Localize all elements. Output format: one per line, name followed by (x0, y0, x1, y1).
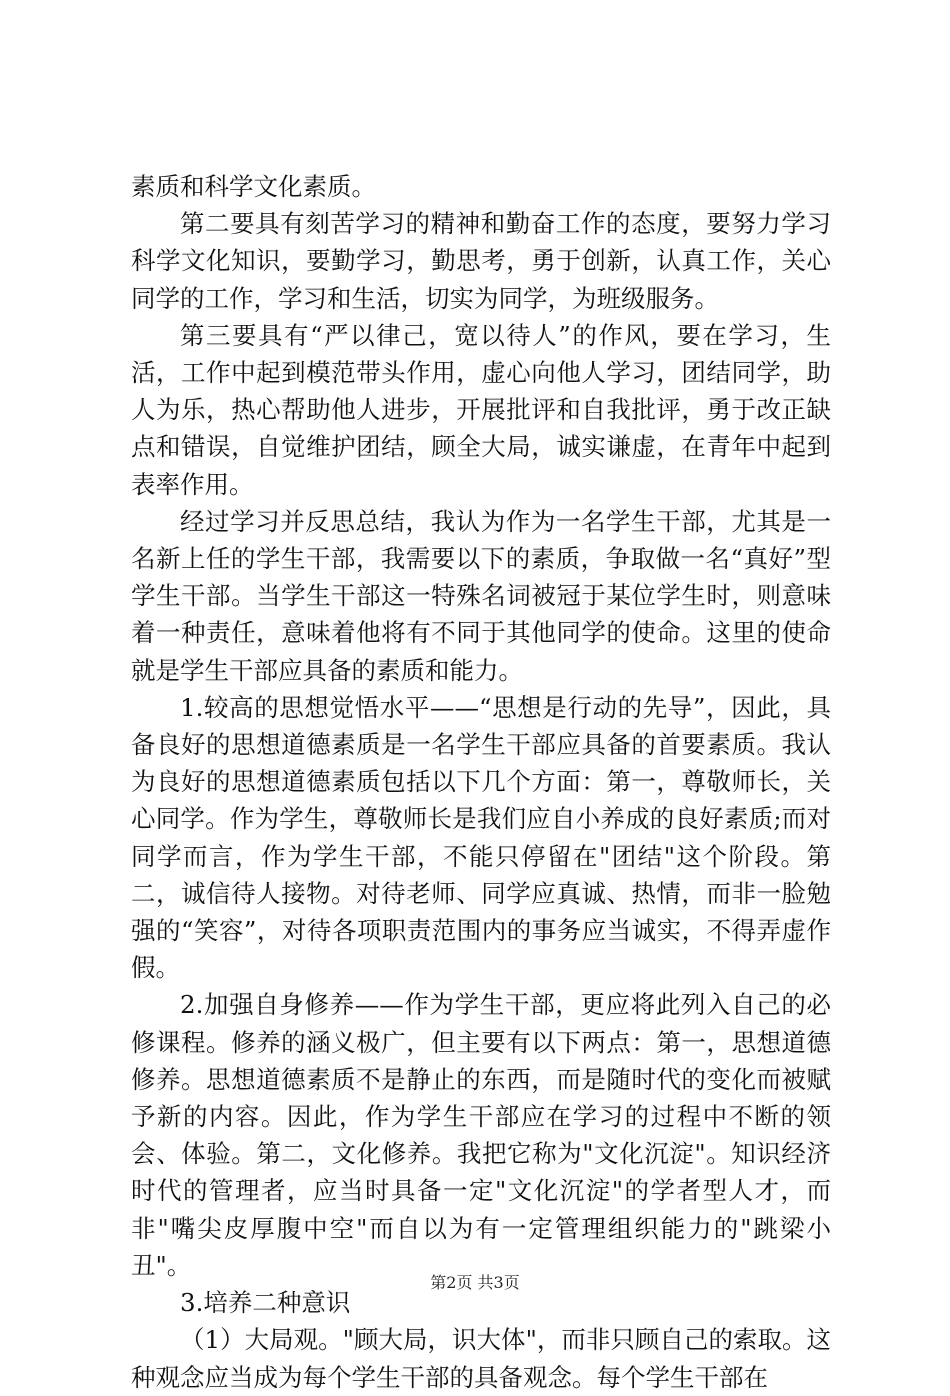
paragraph-4: 经过学习并反思总结，我认为作为一名学生干部，尤其是一名新上任的学生干部，我需要以下的素质，争取做一名“真好”型学生干部。当学生干部这一特殊名词被冠于某位学生时，则意味着一种责任，意味着他将有不同于其他同学的使命。这里的使命就是学生干部应具备的素质和能力。 (131, 506, 831, 685)
paragraph-6: 2.加强自身修养——作为学生干部，更应将此列入自己的必修课程。修养的涵义极广，但主要有以下两点：第一，思想道德修养。思想道德素质不是静止的东西，而是随时代的变化而被赋予新的内容。因此，作为学生干部应在学习的过程中不断的领会、体验。第二，文化修养。我把它称为"文化沉淀"。知识经济时代的管理者，应当时具备一定"文化沉淀"的学者型人才，而非"嘴尖皮厚腹中空"而自以为有一定管理组织能力的"跳梁小丑"。 (131, 990, 831, 1280)
paragraph-2: 第二要具有刻苦学习的精神和勤奋工作的态度，要努力学习科学文化知识，要勤学习，勤思考，勇于创新，认真工作，关心同学的工作，学习和生活，切实为同学，为班级服务。 (131, 209, 831, 313)
page-footer (0, 1270, 950, 1293)
document-body (131, 168, 831, 1396)
paragraph-5: 1.较高的思想觉悟水平——“思想是行动的先导”，因此，具备良好的思想道德素质是一名学生干部应具备的首要素质。我认为良好的思想道德素质包括以下几个方面：第一，尊敬师长，关心同学。作为学生，尊敬师长是我们应自小养成的良好素质;而对同学而言，作为学生干部，不能只停留在"团结"这个阶段。第二，诚信待人接物。对待老师、同学应真诚、热情，而非一脸勉强的“笑容”，对待各项职责范围内的事务应当诚实，不得弄虚作假。 (131, 692, 831, 983)
paragraph-1: 素质和科学文化素质。 (131, 172, 376, 201)
paragraph-3: 第三要具有“严以律己，宽以待人”的作风，要在学习，生活，工作中起到模范带头作用，虚心向他人学习，团结同学，助人为乐，热心帮助他人进步，开展批评和自我批评，勇于改正缺点和错误，自觉维护团结，顾全大局，诚实谦虚，在青年中起到表率作用。 (131, 320, 831, 499)
paragraph-7: 3.培养二种意识 (180, 1288, 351, 1318)
paragraph-8: （1）大局观。"顾大局，识大体"，而非只顾自己的索取。这种观念应当成为每个学生干部的具备观念。每个学生干部在 (131, 1325, 831, 1392)
page-number: 第2页 共3页 (430, 1273, 520, 1292)
